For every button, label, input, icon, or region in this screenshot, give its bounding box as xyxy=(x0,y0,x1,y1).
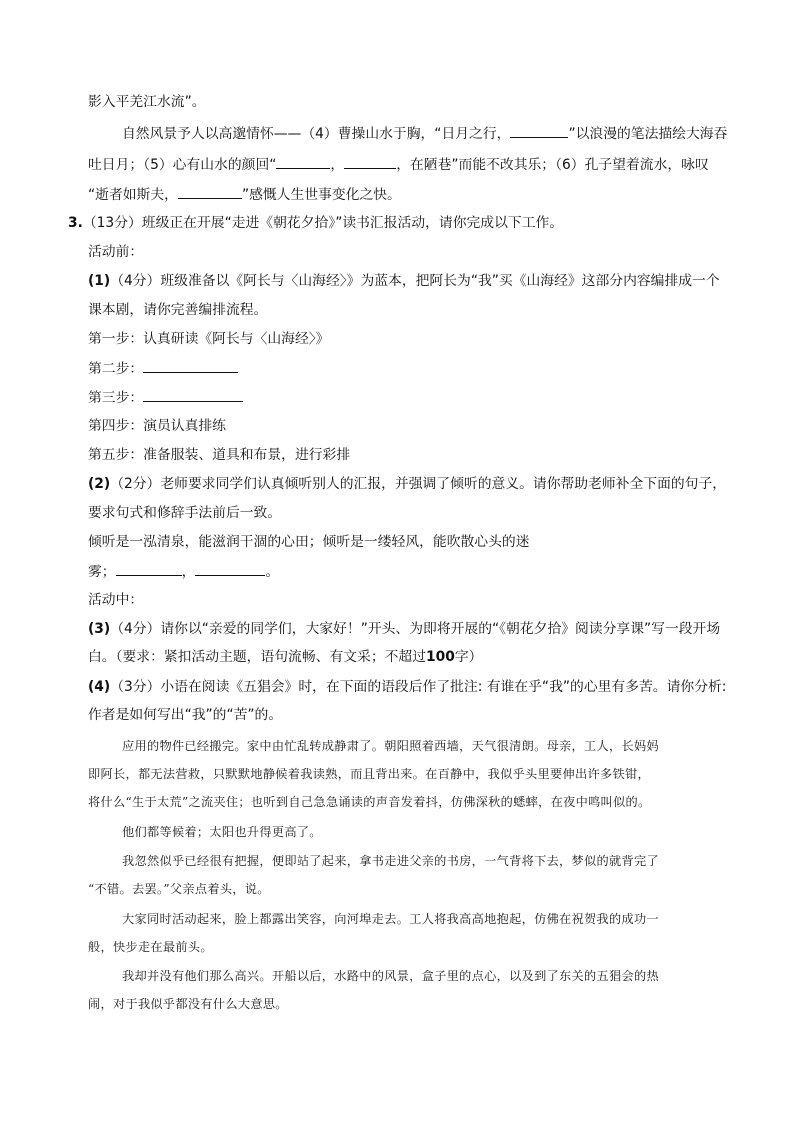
sub-question-number: (4) xyxy=(88,679,111,695)
question-number: 3. xyxy=(68,215,83,231)
passage-line: “不错。去罢。”父亲点着头，说。 xyxy=(88,882,270,896)
step-1: 第一步：认真研读《阿长与〈山海经〉》 xyxy=(88,331,330,347)
text-segment: 雾； xyxy=(88,564,116,580)
passage-line: 大家同时活动起来，脸上都露出笑容，向河埠走去。工人将我高高地抱起，仿佛在祝贺我的成功一 xyxy=(122,912,659,926)
poem-line-end: 影入平羌江水流”。 xyxy=(88,94,206,110)
sub-question-4 xyxy=(88,677,726,697)
sub-question-text: （4分）班级准备以《阿长与〈山海经〉》为蓝本，把阿长为“我”买《山海经》这部分内容编排成一个 xyxy=(110,273,720,289)
fill-line-6 xyxy=(88,184,401,205)
step-2 xyxy=(88,358,238,379)
passage-line: 将什么“生于太荒”之流夹住；也听到自己急急诵读的声音发着抖，仿佛深秋的蟋蟀，在夜中鸣叫似的。 xyxy=(88,795,651,809)
sub-question-4-cont: 作者是如何写出“我”的“苦”的。 xyxy=(88,707,283,723)
fill-line-4 xyxy=(122,123,727,144)
text-segment: ，在陋巷”而能不改其乐；（6）孔子望着流水，咏叹 xyxy=(396,157,709,173)
passage-line: 我忽然似乎已经很有把握，便即站了起来，拿书走进父亲的书房，一气背将下去，梦似的就背完了 xyxy=(122,854,659,868)
sub-question-number: (3) xyxy=(88,621,111,637)
section-before: 活动前： xyxy=(88,244,144,260)
sub-question-2 xyxy=(88,474,726,494)
step-label: 第三步： xyxy=(88,390,144,406)
text-segment: 。 xyxy=(265,564,280,580)
passage-line: 我却并没有他们那么高兴。开船以后，水路中的风景，盒子里的点心，以及到了东关的五猖会的热 xyxy=(122,969,659,983)
sub-question-3 xyxy=(88,619,720,639)
answer-blank[interactable] xyxy=(195,561,265,576)
word-limit: 100 xyxy=(426,649,455,665)
section-during: 活动中： xyxy=(88,592,144,608)
text-segment: ”感慨人生世事变化之快。 xyxy=(241,187,401,203)
sub-question-1 xyxy=(88,271,720,291)
text-segment: 字） xyxy=(454,649,483,665)
sentence-prompt: 倾听是一泓清泉，能滋润干涸的心田；倾听是一缕轻风，能吹散心头的迷 xyxy=(88,534,530,550)
step-4: 第四步：演员认真排练 xyxy=(88,418,226,434)
text-segment: 吐日月；（5）心有山水的颜回“ xyxy=(88,157,277,173)
text-segment: 自然风景予人以高邈情怀——（4）曹操山水于胸，“日月之行， xyxy=(122,126,511,142)
answer-blank[interactable] xyxy=(344,154,396,169)
sub-question-2-cont: 要求句式和修辞手法前后一致。 xyxy=(88,505,282,521)
sub-question-text: （4分）请你以“亲爱的同学们，大家好！”开头、为即将开展的“《朝花夕拾》阅读分享课”写一段开场 xyxy=(110,621,721,637)
passage-line: 即阿长，都无法营救，只默默地静候着我读熟，而且背出来。在百静中，我似乎头里要伸出许多铁钳， xyxy=(88,767,650,781)
answer-blank[interactable] xyxy=(178,184,242,199)
text-segment: ， xyxy=(181,564,196,580)
answer-blank[interactable] xyxy=(143,387,243,402)
sub-question-number: (2) xyxy=(88,476,111,492)
step-5: 第五步：准备服装、道具和布景，进行彩排 xyxy=(88,447,351,463)
passage-line: 闹，对于我似乎都没有什么大意思。 xyxy=(88,997,288,1011)
question-3 xyxy=(68,213,563,233)
sentence-fill xyxy=(88,561,279,582)
sub-question-text: （2分）老师要求同学们认真倾听别人的汇报，并强调了倾听的意义。请你帮助老师补全下面的句子， xyxy=(110,476,727,492)
passage-line: 应用的物件已经搬完。家中由忙乱转成静肃了。朝阳照着西墙，天气很清朗。母亲，工人，长妈妈 xyxy=(122,739,659,753)
sub-question-text: （3分）小语在阅读《五猖会》时，在下面的语段后作了批注: 有谁在乎“我”的心里有多苦。请你分析: xyxy=(110,679,727,695)
text-segment: ”以浪漫的笔法描绘大海吞 xyxy=(568,126,728,142)
passage-line: 般，快步走在最前头。 xyxy=(88,940,213,954)
step-label: 第二步： xyxy=(88,361,144,377)
answer-blank[interactable] xyxy=(510,123,568,138)
step-3 xyxy=(88,387,243,408)
text-segment: 白。（要求：紧扣活动主题，语句流畅、有文采；不超过 xyxy=(88,649,427,665)
passage-line: 他们都等候着；太阳也升得更高了。 xyxy=(122,825,322,839)
fill-line-5 xyxy=(88,154,709,175)
text-segment: “逝者如斯夫， xyxy=(88,187,178,203)
sub-question-1-cont: 课本剧，请你完善编排流程。 xyxy=(88,302,268,318)
answer-blank[interactable] xyxy=(143,358,238,373)
text-segment: ， xyxy=(330,157,345,173)
sub-question-3-cont xyxy=(88,647,482,667)
answer-blank[interactable] xyxy=(276,154,330,169)
question-text: （13分）班级正在开展“走进《朝花夕拾》”读书汇报活动，请你完成以下工作。 xyxy=(82,215,564,231)
sub-question-number: (1) xyxy=(88,273,111,289)
answer-blank[interactable] xyxy=(116,561,182,576)
